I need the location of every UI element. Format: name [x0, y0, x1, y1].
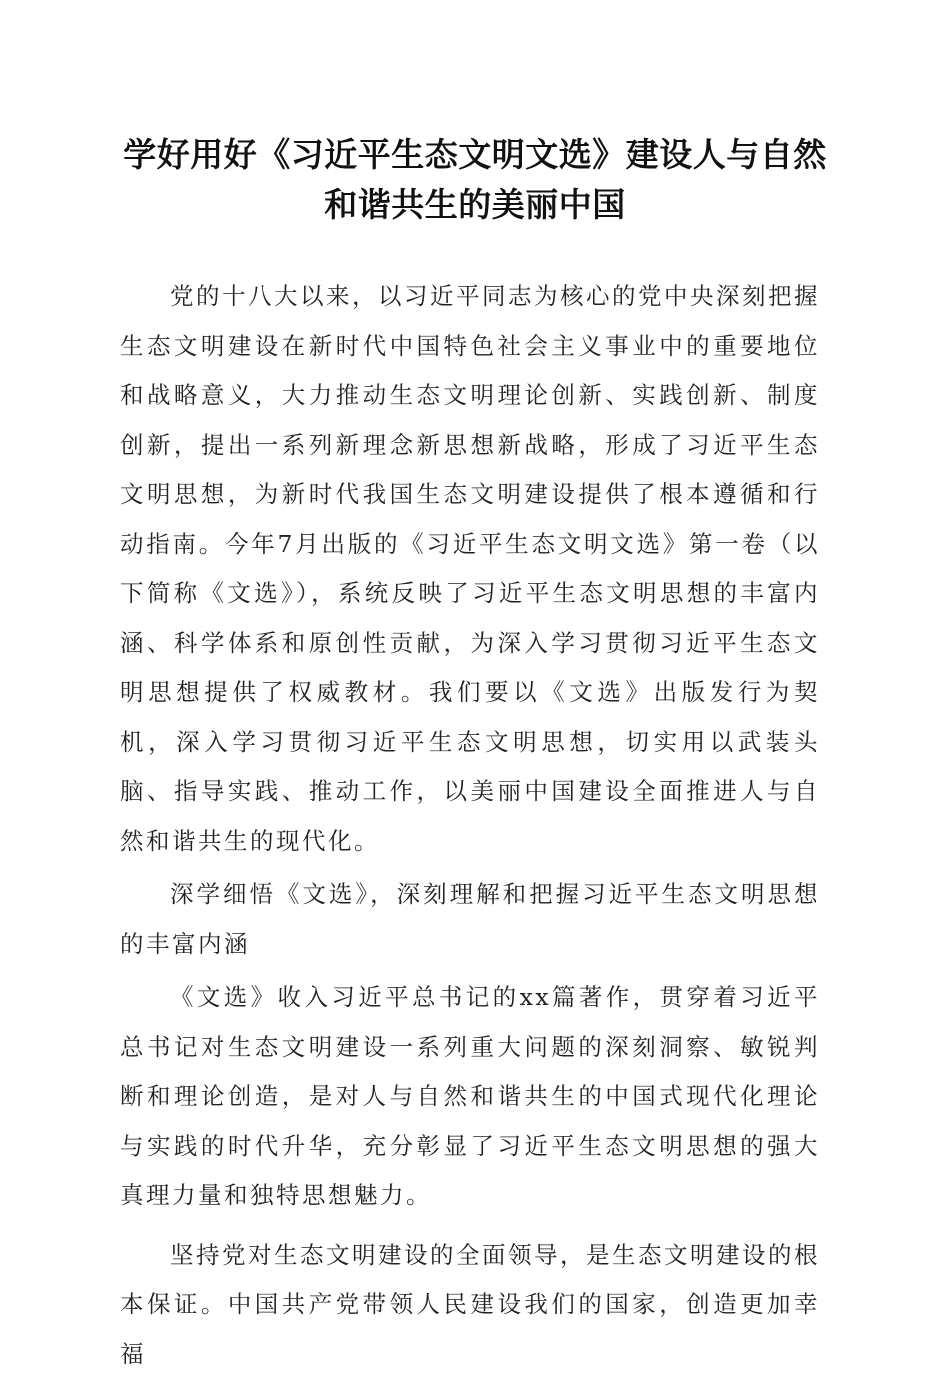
paragraph-wenxuan: 《文选》收入习近平总书记的xx篇著作，贯穿着习近平总书记对生态文明建设一系列重大问题的深刻洞察、敏锐判断和理论创造，是对人与自然和谐共生的中国式现代化理论与实践的时代升华，充分彰显了习近平生态文明思想的强大真理力量和独特思想魅力。	[120, 973, 820, 1221]
document-body	[120, 272, 820, 1379]
paragraph-intro: 党的十八大以来，以习近平同志为核心的党中央深刻把握生态文明建设在新时代中国特色社会主义事业中的重要地位和战略意义，大力推动生态文明理论创新、实践创新、制度创新，提出一系列新理念新思想新战略，形成了习近平生态文明思想，为新时代我国生态文明建设提供了根本遵循和行动指南。今年7月出版的《习近平生态文明文选》第一卷（以下简称《文选》），系统反映了习近平生态文明思想的丰富内涵、科学体系和原创性贡献，为深入学习贯彻习近平生态文明思想提供了权威教材。我们要以《文选》出版发行为契机，深入学习贯彻习近平生态文明思想，切实用以武装头脑、指导实践、推动工作，以美丽中国建设全面推进人与自然和谐共生的现代化。	[120, 272, 820, 866]
paragraph-party-leadership: 坚持党对生态文明建设的全面领导，是生态文明建设的根本保证。中国共产党带领人民建设我们的国家，创造更加幸福	[120, 1231, 820, 1379]
section-heading: 深学细悟《文选》，深刻理解和把握习近平生态文明思想的丰富内涵	[120, 870, 820, 969]
document-title: 学好用好《习近平生态文明文选》建设人与自然和谐共生的美丽中国	[110, 130, 840, 230]
